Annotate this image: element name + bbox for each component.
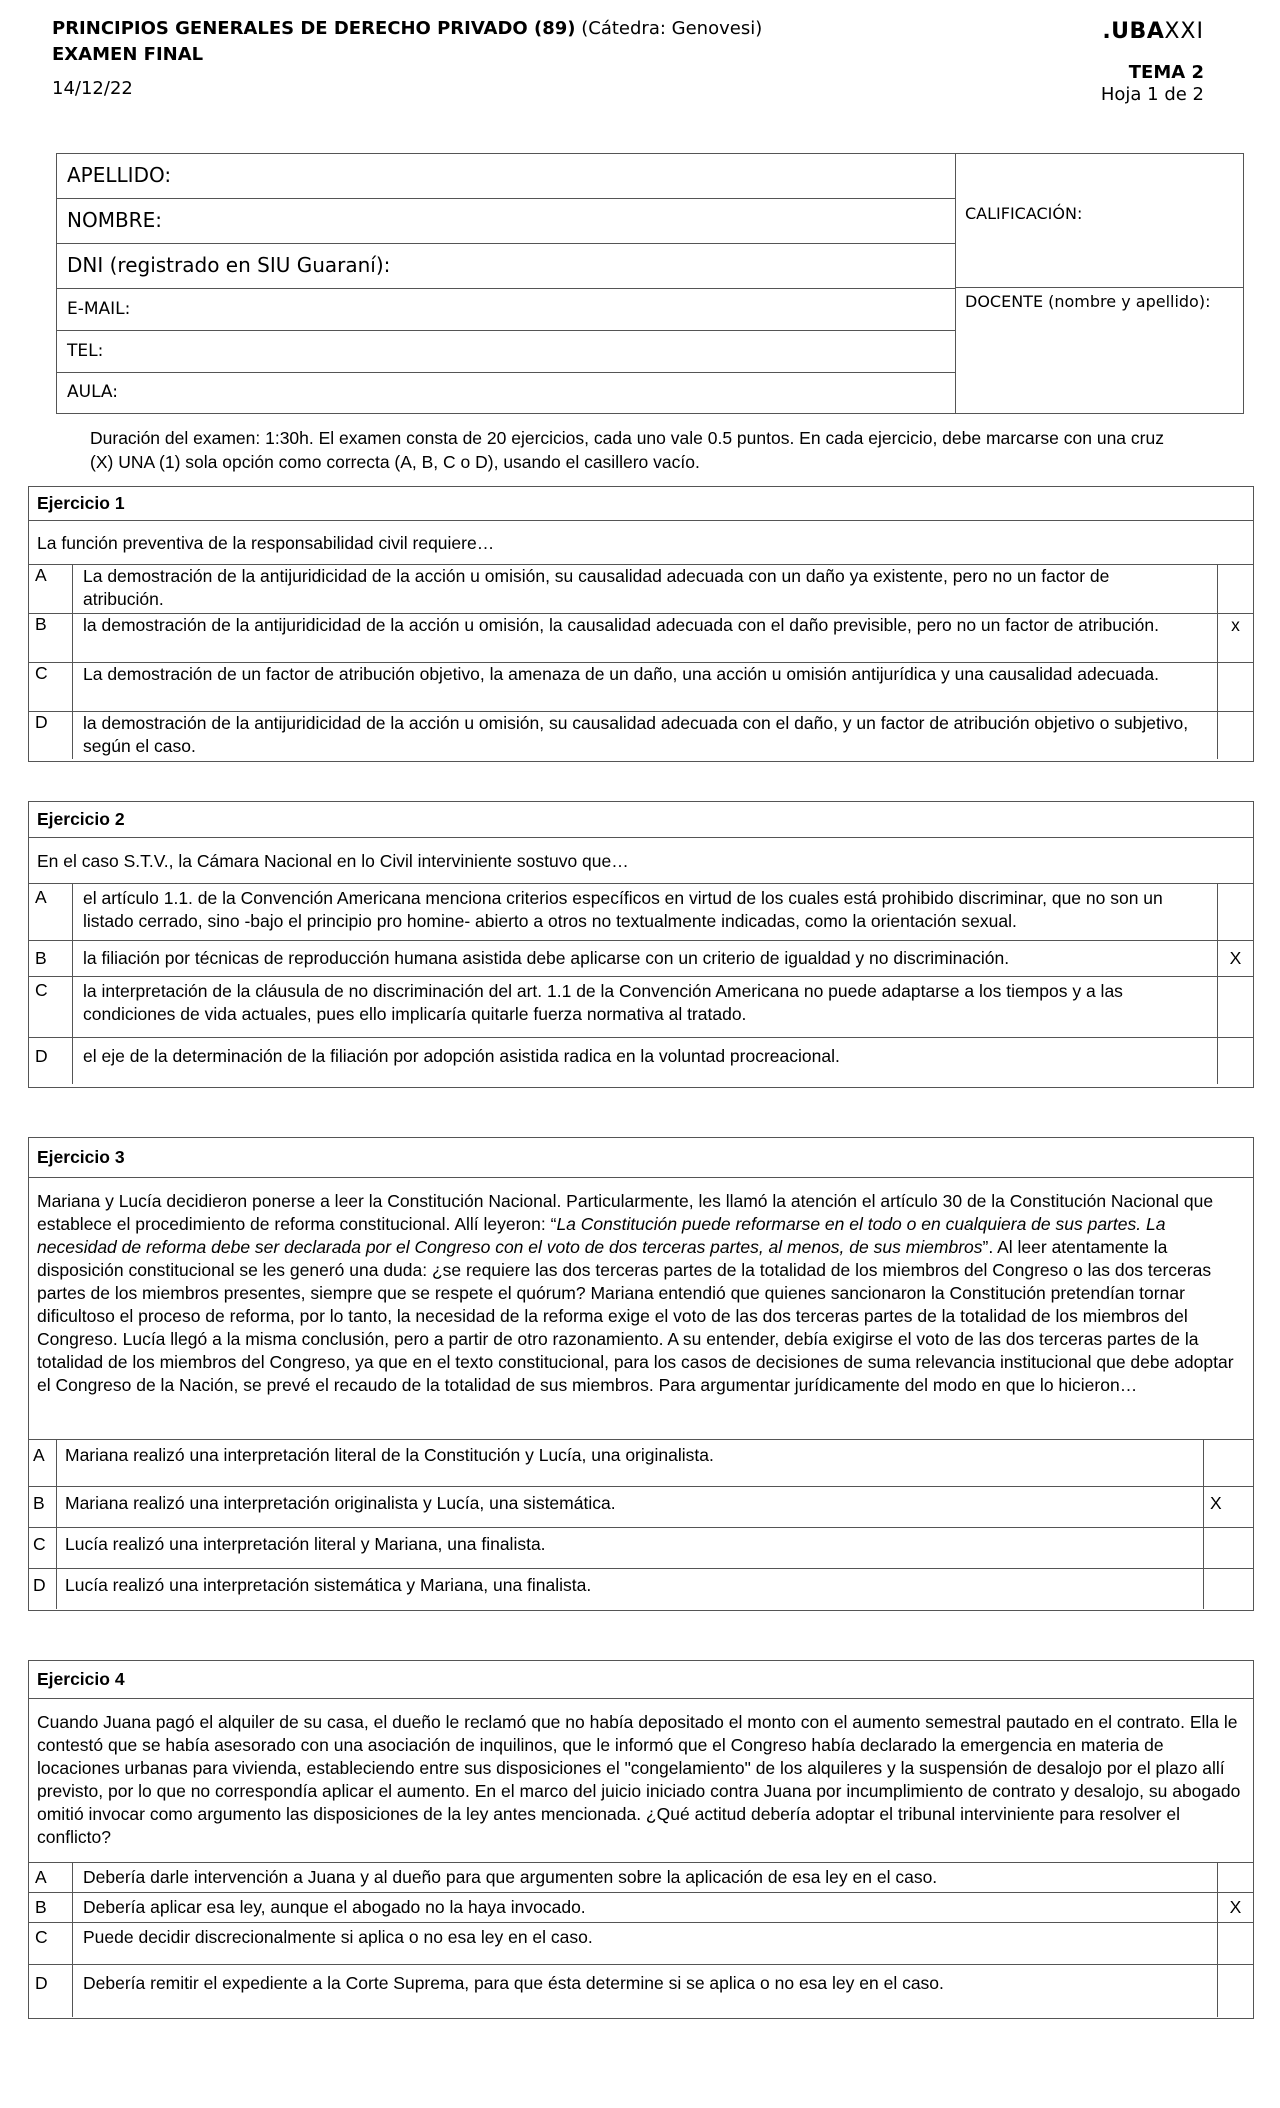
option-letter: B (29, 1893, 73, 1922)
exercise-3 (28, 1137, 1254, 1611)
option-letter: C (29, 1923, 73, 1964)
question-rest: ”. Al leer atentamente la disposición constitucional se les generó una duda: ¿se requiere las dos terceras partes de la totalidad de los miembros del Congreso o las dos terceras partes de los miembros presentes, siempre que se respete el quórum? Mariana entendió que quienes sancionaron la Constitución pretendían tornar dificultoso el proceso de reforma, por lo tanto, la necesidad de la reforma exige el voto de las dos terceras partes de la totalidad de los miembros del Congreso. Lucía llegó a la misma conclusión, pero a partir de otro razonamiento. A su entender, debía exigirse el voto de las dos terceras partes de la totalidad de los miembros del Congreso, ya que en el texto constitucional, para los casos de decisiones de suma relevancia institucional que debe adoptar el Congreso de la Nación, se prevé el recaudo de la totalidad de sus miembros. Para argumentar jurídicamente del modo en que lo hicieron… (37, 1237, 1234, 1395)
tema-label: TEMA 2 (1128, 62, 1204, 83)
option-letter: B (29, 1487, 57, 1527)
student-data-form (56, 153, 1244, 414)
option-row (29, 977, 1253, 1038)
option-row (29, 1863, 1253, 1893)
question-intro: Mariana y Lucía decidieron ponerse a leer la Constitución Nacional. Particularmente, les llamó la atención el artículo 30 de la Constitución Nacional que establece el procedimiento de reforma constitucional. Allí leyeron: “ (37, 1191, 1214, 1234)
option-text: la demostración de la antijuridicidad de la acción u omisión, su causalidad adecuada con el daño, y un factor de atribución objetivo o subjetivo, según el caso. (83, 713, 1189, 756)
option-letter: A (29, 565, 73, 613)
option-text: la interpretación de la cláusula de no discriminación del art. 1.1 de la Convención Americana no puede adaptarse a los tiempos y a las condiciones de vida actuales, pues ello implicaría quitarle fuerza normativa al tratado. (83, 981, 1123, 1024)
answer-box[interactable] (1203, 1528, 1253, 1568)
exercise-4 (28, 1660, 1254, 2019)
option-row (29, 565, 1253, 614)
option-row (29, 1487, 1253, 1528)
uba-logo: .UBAXXI (1102, 19, 1204, 44)
calificacion-cell[interactable] (955, 154, 1243, 288)
exercise-1 (28, 486, 1254, 762)
option-letter: C (29, 977, 73, 1037)
answer-box[interactable] (1217, 1863, 1253, 1892)
option-row (29, 1038, 1253, 1084)
option-row (29, 1528, 1253, 1569)
option-letter: A (29, 1863, 73, 1892)
option-letter: B (29, 614, 73, 662)
option-text: Lucía realizó una interpretación sistemática y Mariana, una finalista. (65, 1575, 592, 1595)
option-letter: C (29, 1528, 57, 1568)
option-text: el eje de la determinación de la filiación por adopción asistida radica en la voluntad procreacional. (83, 1046, 840, 1066)
catedra: (Cátedra: Genovesi) (581, 18, 763, 39)
aula-field[interactable]: AULA: (67, 382, 118, 402)
exercise-title: Ejercicio 3 (29, 1138, 1253, 1178)
answer-box[interactable] (1217, 1965, 1253, 2017)
answer-box[interactable] (1203, 1440, 1253, 1486)
option-letter: D (29, 1569, 57, 1609)
option-row (29, 614, 1253, 663)
email-field[interactable]: E-MAIL: (57, 289, 955, 331)
option-row (29, 1923, 1253, 1965)
answer-box[interactable] (1217, 1038, 1253, 1084)
docente-field[interactable]: DOCENTE (nombre y apellido): (965, 292, 1211, 311)
option-letter: A (29, 884, 73, 940)
option-letter: B (29, 941, 73, 976)
option-letter: C (29, 663, 73, 711)
option-text: Debería aplicar esa ley, aunque el abogado no la haya invocado. (83, 1897, 586, 1917)
option-row (29, 884, 1253, 941)
exercise-2 (28, 801, 1254, 1088)
header-right (1101, 18, 1204, 106)
option-text: el artículo 1.1. de la Convención Americana menciona criterios específicos en virtud de los cuales está prohibido discriminar, que no son un listado cerrado, sino -bajo el principio pro homine- abierto a otros no textualmente indicadas, como la orientación sexual. (83, 888, 1163, 931)
exercise-question: La función preventiva de la responsabilidad civil requiere… (29, 521, 1253, 565)
answer-box[interactable]: x (1217, 614, 1253, 662)
option-row (29, 1569, 1253, 1609)
exam-instructions: Duración del examen: 1:30h. El examen consta de 20 ejercicios, cada uno vale 0.5 puntos. En cada ejercicio, debe marcarse con una cruz (X) UNA (1) sola opción como correcta (A, B, C o D), usando el casillero vacío. (90, 428, 1164, 472)
option-text: Mariana realizó una interpretación originalista y Lucía, una sistemática. (65, 1493, 616, 1513)
option-row (29, 941, 1253, 977)
option-text: la demostración de la antijuridicidad de la acción u omisión, la causalidad adecuada con el daño previsible, pero no un factor de atribución. (83, 615, 1159, 635)
answer-box[interactable] (1217, 1923, 1253, 1964)
page-indicator: Hoja 1 de 2 (1100, 84, 1204, 105)
answer-box[interactable]: X (1203, 1487, 1253, 1527)
option-text: Lucía realizó una interpretación literal y Mariana, una finalista. (65, 1534, 546, 1554)
answer-box[interactable]: X (1217, 941, 1253, 976)
option-text: La demostración de la antijuridicidad de la acción u omisión, su causalidad adecuada con un daño ya existente, pero no un factor de atribución. (83, 566, 1110, 609)
option-letter: D (29, 1965, 73, 2017)
option-text: Puede decidir discrecionalmente si aplica o no esa ley en el caso. (83, 1927, 593, 1947)
course-name: PRINCIPIOS GENERALES DE DERECHO PRIVADO (89) (52, 18, 576, 39)
option-letter: A (29, 1440, 57, 1486)
answer-box[interactable] (1217, 712, 1253, 759)
option-row (29, 1440, 1253, 1487)
exercise-title: Ejercicio 4 (29, 1661, 1253, 1699)
question-quote: La Constitución puede reformarse en el todo o en cualquiera de sus partes. La necesidad de reforma debe ser declarada por el Congreso con el voto de dos terceras partes, al menos, de sus miembros (37, 1214, 1166, 1257)
answer-box[interactable] (1217, 884, 1253, 940)
option-row (29, 1893, 1253, 1923)
answer-box[interactable] (1217, 977, 1253, 1037)
answer-box[interactable] (1203, 1569, 1253, 1609)
answer-box[interactable] (1217, 565, 1253, 613)
exercise-question: En el caso S.T.V., la Cámara Nacional en lo Civil interviniente sostuvo que… (29, 838, 1253, 884)
option-text: la filiación por técnicas de reproducción humana asistida debe aplicarse con un criterio de igualdad y no discriminación. (83, 948, 1010, 968)
option-row (29, 1965, 1253, 2017)
course-header (52, 16, 762, 68)
option-text: Mariana realizó una interpretación literal de la Constitución y Lucía, una originalista. (65, 1445, 714, 1465)
exercise-question (29, 1178, 1253, 1440)
exercise-question: Cuando Juana pagó el alquiler de su casa, el dueño le reclamó que no había depositado el monto con el aumento semestral pautado en el contrato. Ella le contestó que se había asesorado con una asociación de inquilinos, que le informó que el Congreso había declarado la emergencia en materia de locaciones urbanas para vivienda, estableciendo entre sus disposiciones el "congelamiento" de los alquileres y la suspensión de desalojo por el plazo allí previsto, por lo que no correspondía aplicar el aumento. En el marco del juicio iniciado contra Juana por incumplimiento de contrato y desalojo, su abogado omitió invocar como argumento las disposiciones de la ley antes mencionada. ¿Qué actitud debería adoptar el tribunal interviniente para resolver el conflicto? (29, 1699, 1253, 1863)
dni-field[interactable]: DNI (registrado en SIU Guaraní): (57, 244, 955, 289)
exercise-title: Ejercicio 1 (29, 487, 1253, 521)
option-text: Debería remitir el expediente a la Corte Suprema, para que ésta determine si se aplica o no esa ley en el caso. (83, 1973, 944, 1993)
calificacion-label: CALIFICACIÓN: (965, 204, 1083, 223)
option-row (29, 663, 1253, 712)
exercise-title: Ejercicio 2 (29, 802, 1253, 838)
answer-box[interactable]: X (1217, 1893, 1253, 1922)
nombre-field[interactable]: NOMBRE: (57, 199, 955, 244)
apellido-field[interactable]: APELLIDO: (57, 154, 955, 199)
answer-box[interactable] (1217, 663, 1253, 711)
option-text: La demostración de un factor de atribución objetivo, la amenaza de un daño, una acción u omisión antijurídica y una causalidad adecuada. (83, 664, 1159, 684)
option-letter: D (29, 712, 73, 759)
exam-type: EXAMEN FINAL (52, 44, 204, 65)
option-text: Debería darle intervención a Juana y al dueño para que argumenten sobre la aplicación de esa ley en el caso. (83, 1867, 938, 1887)
tel-field[interactable]: TEL: (57, 331, 955, 373)
option-letter: D (29, 1038, 73, 1084)
exam-date: 14/12/22 (52, 78, 133, 99)
option-row (29, 712, 1253, 759)
